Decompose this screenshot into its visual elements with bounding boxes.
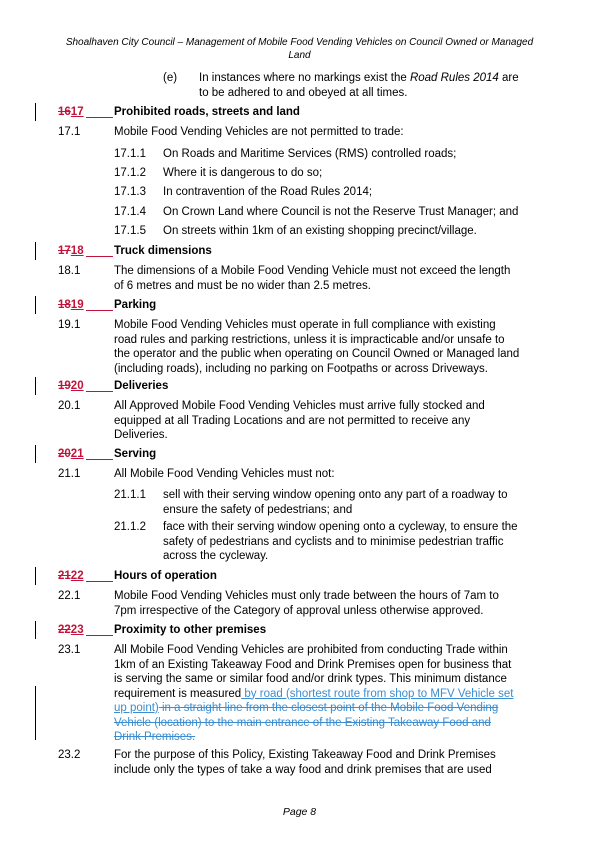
- section-number: 1920: [58, 380, 84, 392]
- change-bar: [35, 242, 36, 260]
- section-title: Parking: [114, 299, 157, 311]
- inserted-text: up point): [114, 702, 159, 714]
- section-title: Hours of operation: [114, 570, 217, 582]
- para-text: All Approved Mobile Food Vending Vehicles must arrive fully stocked and equipped at all Trading Locations and are not permitted to receive any Deliveries.: [114, 400, 485, 441]
- para-text: The dimensions of a Mobile Food Vending Vehicle must not exceed the length of 6 metres and must be no wider than 2.5 metres.: [114, 265, 511, 292]
- tab-underline: [86, 391, 113, 392]
- subpara-text: In contravention of the Road Rules 2014;: [163, 186, 373, 198]
- para-number: 17.1: [58, 126, 81, 138]
- subpara-number: 17.1.4: [114, 206, 146, 218]
- change-bar: [35, 621, 36, 639]
- subpara-number: 21.1.2: [114, 521, 146, 533]
- intro-item-line-2: to be adhered to and obeyed at all times.: [199, 87, 408, 99]
- para-number: 20.1: [58, 400, 81, 412]
- page-number: Page 8: [282, 806, 317, 818]
- deleted-text: in a straight line from the closest point of the Mobile Food Vending: [158, 702, 499, 714]
- tab-underline: [86, 256, 113, 257]
- section-title: Truck dimensions: [114, 245, 212, 257]
- tab-underline: [86, 117, 113, 118]
- section-title: Deliveries: [114, 380, 169, 392]
- para-text: All Mobile Food Vending Vehicles must not:: [114, 468, 335, 480]
- change-bar: [35, 567, 36, 585]
- intro-item-line-1: In instances where no markings exist the Road Rules 2014 are: [199, 72, 519, 84]
- section-number: 1819: [58, 299, 84, 311]
- change-bar: [35, 686, 36, 740]
- subpara-text: Where it is dangerous to do so;: [163, 167, 323, 179]
- tab-underline: [86, 581, 113, 582]
- section-title: Prohibited roads, streets and land: [114, 106, 300, 118]
- deleted-text: Vehicle (location) to the main entrance of the Existing Takeaway Food and: [114, 716, 491, 729]
- tab-underline: [86, 459, 113, 460]
- section-number: 2223: [58, 624, 84, 636]
- tab-underline: [86, 635, 113, 636]
- para-text: All Mobile Food Vending Vehicles are prohibited from conducting Trade within 1km of an Existing Takeaway Food and Drink Premises open for business that is serving the same or similar food and/or drink types. This minimum distance requirement is measured by road (shortest route from shop to MFV Vehicle set up point) in a straight line from the closest point of the Mobile Food Vending Vehicle (location) to the main entrance of the Existing Takeaway Food and Drink Premises.: [114, 644, 514, 743]
- subpara-text: On streets within 1km of an existing shopping precinct/village.: [163, 225, 477, 237]
- deleted-text: Drink Premises.: [114, 731, 196, 743]
- header-line-1: Shoalhaven City Council – Management of Mobile Food Vending Vehicles on Council Owned or Managed: [65, 37, 534, 48]
- header-line-2: Land: [288, 50, 311, 61]
- section-title: Serving: [114, 448, 157, 460]
- page-header: [55, 36, 544, 62]
- inserted-text: by road (shortest route from shop to MFV Vehicle set: [241, 687, 514, 700]
- change-bar: [35, 445, 36, 463]
- subpara-number: 17.1.1: [114, 148, 146, 160]
- para-text: For the purpose of this Policy, Existing Takeaway Food and Drink Premises include only the types of take a way food and drink premises that are used: [114, 749, 496, 776]
- subpara-text: face with their serving window opening onto a cycleway, to ensure the safety of pedestrians and cyclists and to minimise pedestrian traffic across the cycleway.: [163, 521, 518, 562]
- section-number: 2122: [58, 570, 84, 582]
- section-title: Proximity to other premises: [114, 624, 267, 636]
- change-bar: [35, 103, 36, 121]
- para-number: 19.1: [58, 319, 81, 331]
- tab-underline: [86, 310, 113, 311]
- subpara-number: 17.1.3: [114, 186, 146, 198]
- para-text: Mobile Food Vending Vehicles are not permitted to trade:: [114, 126, 404, 138]
- change-bar: [35, 377, 36, 395]
- road-rules-italic: Road Rules 2014: [409, 72, 499, 84]
- subpara-number: 17.1.5: [114, 225, 146, 237]
- list-label-e: (e): [163, 72, 178, 84]
- section-number: 2021: [58, 448, 84, 460]
- subpara-text: On Crown Land where Council is not the Reserve Trust Manager; and: [163, 206, 519, 218]
- subpara-text: sell with their serving window opening onto any part of a roadway to ensure the safety of pedestrians; and: [163, 489, 508, 516]
- subpara-number: 17.1.2: [114, 167, 146, 179]
- para-text: Mobile Food Vending Vehicles must operate in full compliance with existing road rules and parking restrictions, unless it is impracticable and/or unsafe to the operator and the public when operating on Council Owned or Managed land (including roads), including no parking on Footpaths or across Driveways.: [114, 319, 520, 375]
- para-number: 23.1: [58, 644, 81, 656]
- change-bar: [35, 296, 36, 314]
- para-number: 23.2: [58, 749, 81, 761]
- section-number: 1718: [58, 245, 84, 257]
- para-number: 22.1: [58, 590, 81, 602]
- subpara-number: 21.1.1: [114, 489, 146, 501]
- subpara-text: On Roads and Maritime Services (RMS) controlled roads;: [163, 148, 457, 160]
- para-number: 21.1: [58, 468, 81, 480]
- para-text: Mobile Food Vending Vehicles must only trade between the hours of 7am to 7pm irrespective of the Category of approval unless otherwise approved.: [114, 590, 499, 617]
- para-number: 18.1: [58, 265, 81, 277]
- section-number: 1617: [58, 106, 84, 118]
